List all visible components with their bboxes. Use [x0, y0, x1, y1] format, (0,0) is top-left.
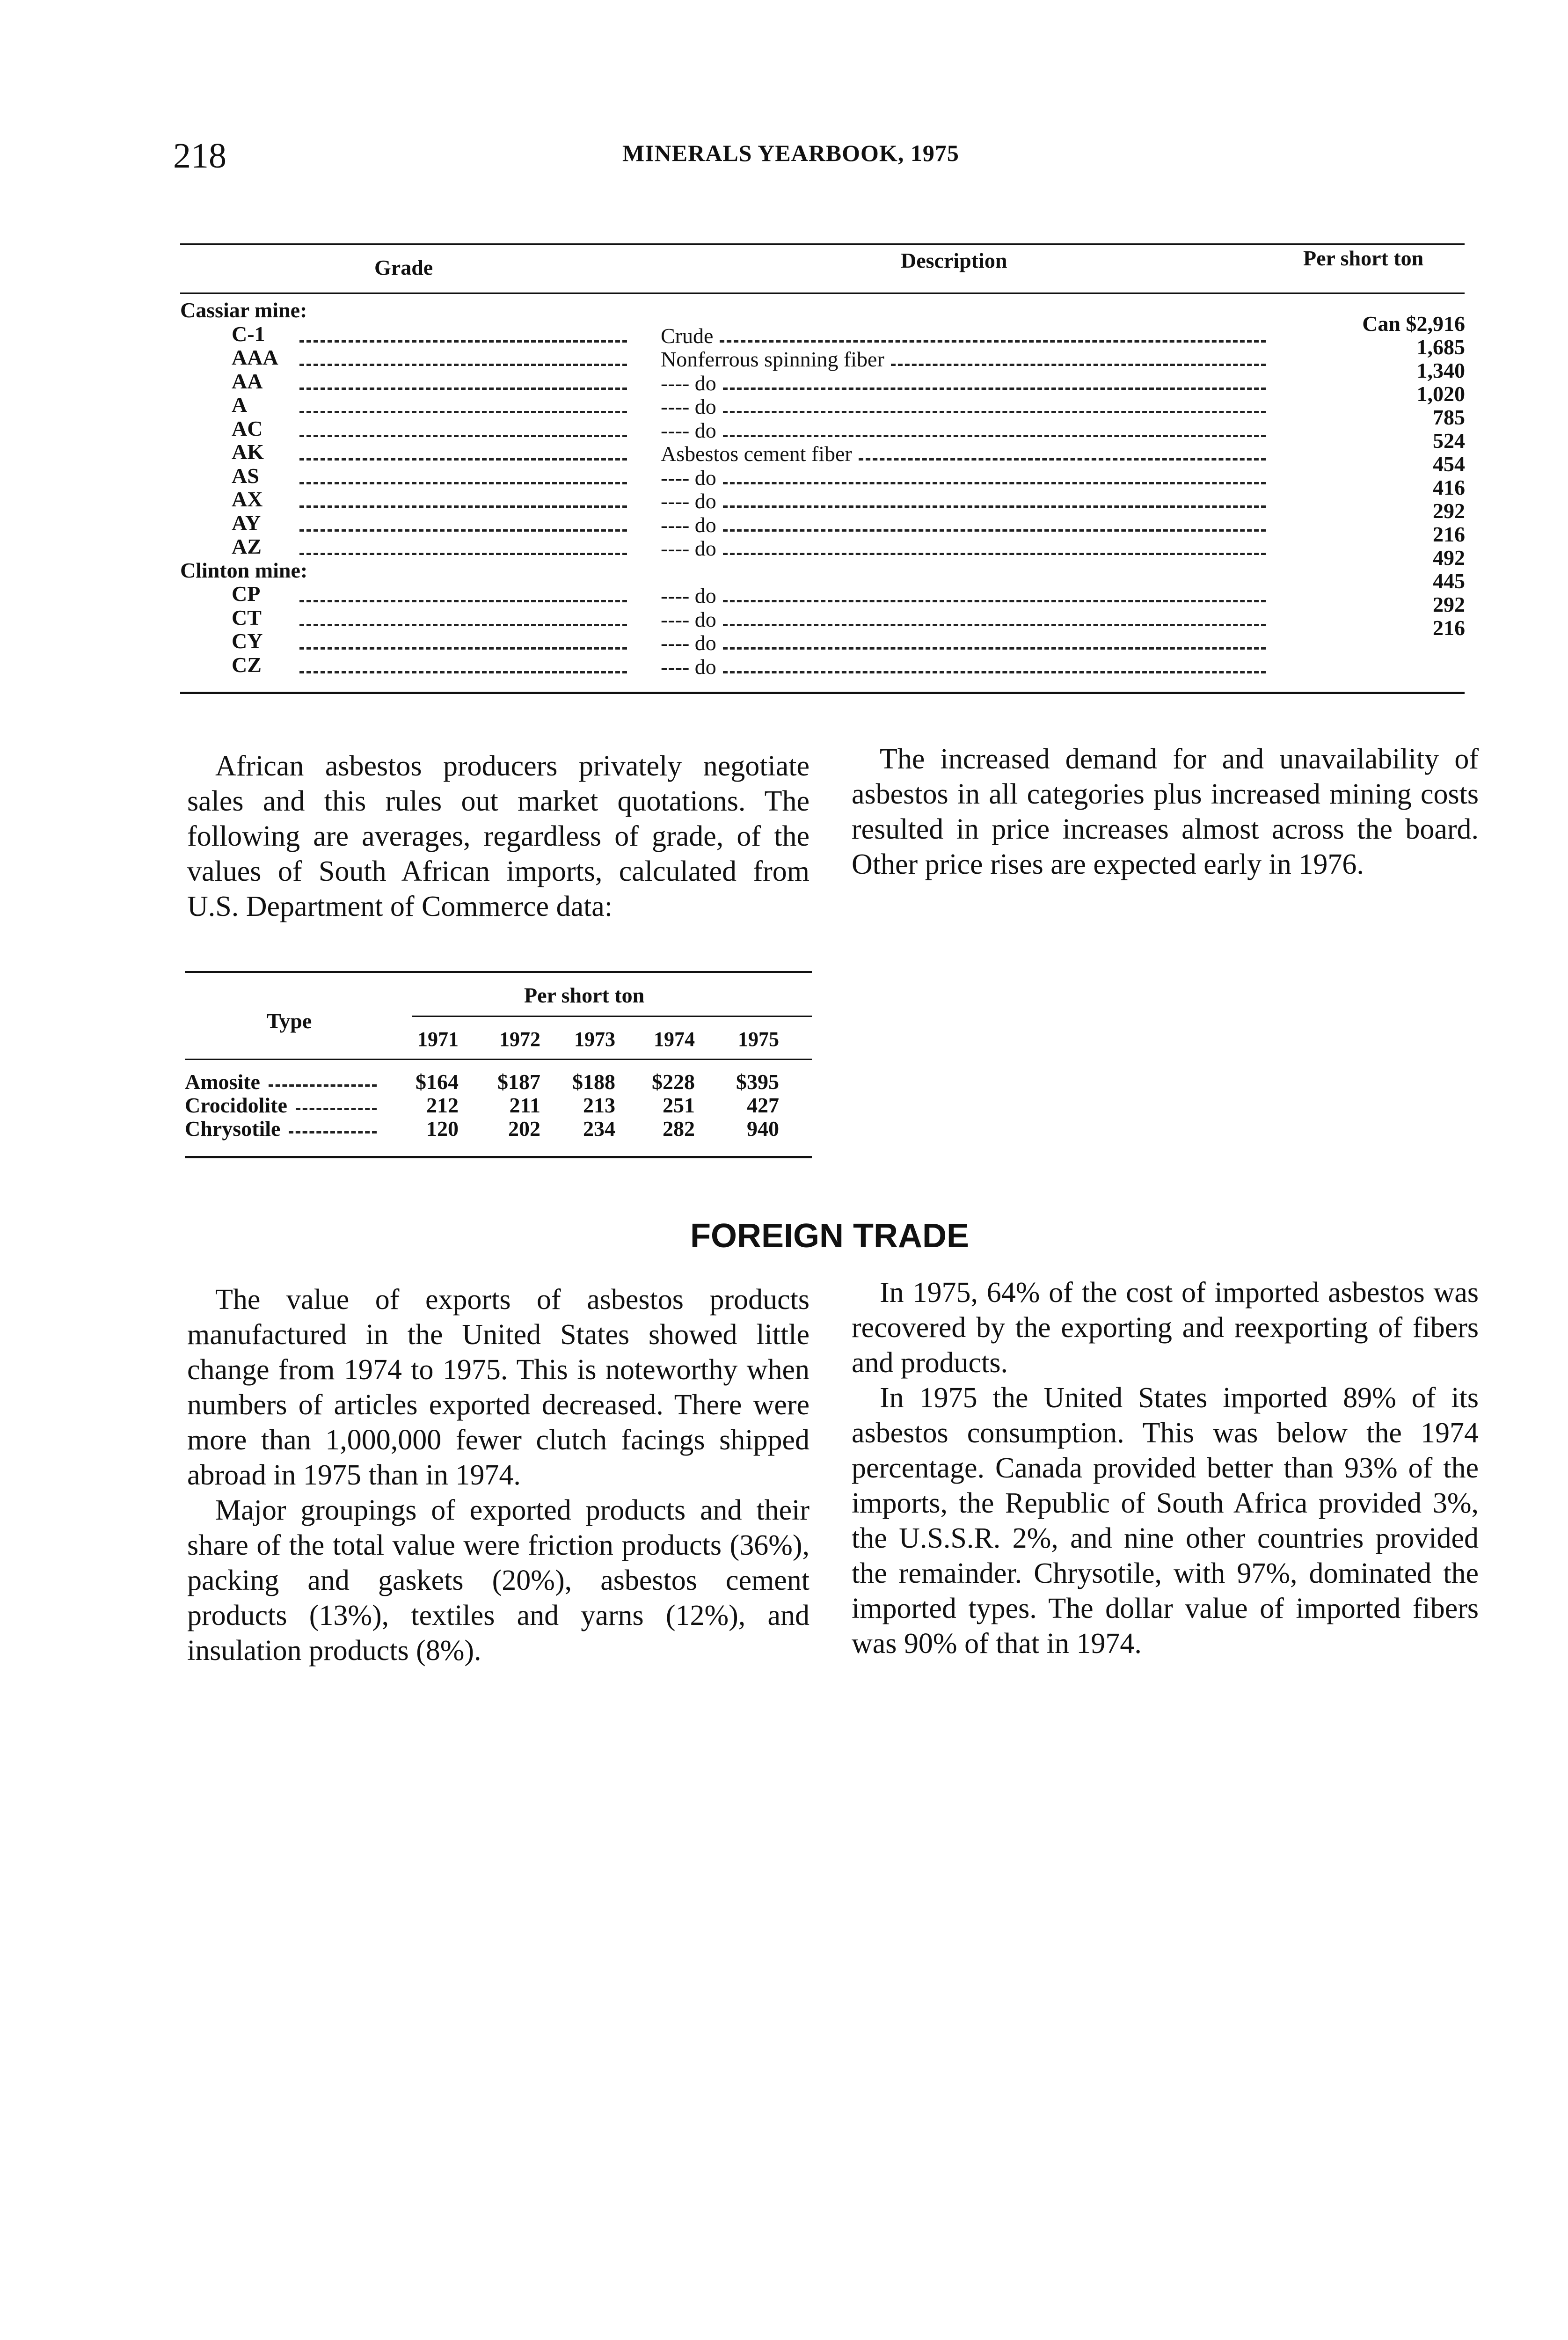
price-per-short-ton: 216: [1433, 522, 1465, 546]
leader-dots: [299, 458, 627, 461]
type-value: 427: [747, 1093, 779, 1117]
ditto-dashes: ----: [661, 655, 695, 679]
description-text: do: [694, 489, 716, 513]
leader-dots: [723, 600, 1266, 602]
leader-dots: [289, 1131, 377, 1133]
grade-code: CY: [232, 629, 263, 653]
description-text: do: [694, 513, 716, 537]
description-text: Asbestos cement fiber: [661, 442, 852, 466]
type-row: [185, 1116, 812, 1139]
leader-dots: [269, 1084, 377, 1087]
mine-label: Clinton mine:: [180, 558, 308, 582]
table-top-rule: [180, 243, 1465, 245]
type-value: $187: [497, 1070, 540, 1094]
ditto-dashes: ----: [661, 513, 695, 537]
ditto-dashes: ----: [661, 536, 695, 560]
leader-dots: [299, 364, 627, 366]
leader-dots: [299, 411, 627, 413]
leader-dots: [723, 435, 1266, 437]
price-per-short-ton: 416: [1433, 475, 1465, 499]
type-table-group-rule: [412, 1016, 812, 1017]
description-text: do: [694, 655, 716, 679]
leader-dots: [720, 340, 1266, 343]
price-per-short-ton: Can $2,916: [1362, 312, 1465, 336]
ditto-dashes: ----: [661, 418, 695, 442]
leader-dots: [299, 600, 627, 602]
paragraph-text: In 1975, 64% of the cost of imported asbestos was recovered by the exporting and reexporting of fibers and products.: [852, 1277, 1479, 1379]
description-text: do: [694, 466, 716, 490]
grade-code: AC: [232, 417, 263, 440]
leader-dots: [299, 553, 627, 555]
description-text: Nonferrous spinning fiber: [661, 347, 884, 371]
paragraph-text: The increased demand for and unavailability of asbestos in all categories plus increased mining costs resulted in price increases almost across the board. Other price rises are expected early in 1976.: [852, 743, 1479, 880]
grade-description: [661, 489, 716, 513]
type-value: $164: [416, 1070, 459, 1094]
description-text: do: [694, 395, 716, 418]
grade-description: [661, 371, 716, 395]
table-bottom-rule: [180, 692, 1465, 694]
year-header: 1975: [738, 1028, 779, 1051]
price-per-short-ton: 524: [1433, 429, 1465, 453]
grade-description: [661, 465, 716, 490]
leader-dots: [299, 647, 627, 650]
grade-description: [661, 347, 884, 372]
leader-dots: [859, 458, 1266, 461]
price-per-short-ton: 454: [1433, 452, 1465, 476]
per-short-ton-header: Per short ton: [1303, 246, 1424, 270]
year-header: 1973: [574, 1028, 615, 1051]
ditto-dashes: ----: [661, 607, 695, 631]
paragraph-south-african-prices: [187, 749, 810, 924]
type-value: $395: [736, 1070, 779, 1094]
type-name: Crocidolite: [185, 1093, 287, 1117]
price-per-short-ton: 1,020: [1416, 382, 1465, 406]
grade-code: CT: [232, 606, 262, 629]
leader-dots: [299, 529, 627, 532]
grade-description: [661, 607, 716, 632]
grade-description: [661, 418, 716, 443]
description-text: do: [694, 631, 716, 655]
type-table-header-rule: [185, 1059, 812, 1060]
type-value: 213: [583, 1093, 615, 1117]
grade-description: [661, 583, 716, 608]
price-per-short-ton: 785: [1433, 405, 1465, 429]
ditto-dashes: ----: [661, 631, 695, 655]
leader-dots: [299, 340, 627, 343]
grade-code: AK: [232, 440, 264, 464]
leader-dots: [723, 647, 1266, 650]
type-value: $188: [572, 1070, 615, 1094]
section-title: FOREIGN TRADE: [690, 1217, 970, 1255]
type-name: Amosite: [185, 1070, 260, 1094]
grade-code: A: [232, 393, 248, 417]
year-header: 1971: [417, 1028, 459, 1051]
grade-code: CZ: [232, 653, 262, 677]
price-per-short-ton: 445: [1433, 569, 1465, 593]
grade-description: [661, 394, 716, 419]
grade-code: AA: [232, 369, 263, 393]
description-text: do: [694, 536, 716, 560]
type-value: 234: [583, 1117, 615, 1141]
price-per-short-ton: 1,685: [1416, 335, 1465, 359]
description-text: do: [694, 607, 716, 631]
paragraph-text: African asbestos producers privately negotiate sales and this rules out market quotations. The following are averages, regardless of grade, of the values of South African imports, calculated from U.S. Department of Commerce data:: [187, 750, 810, 922]
type-value: 202: [508, 1117, 540, 1141]
description-header: Description: [901, 249, 1007, 272]
grade-description: [661, 441, 852, 466]
leader-dots: [723, 505, 1266, 508]
paragraph-text: In 1975 the United States imported 89% of its asbestos consumption. This was below the 1974 percentage. Canada provided better than 93% of the imports, the Republic of South Africa provided 3%, the U.S.S.R. 2%, and nine other countries provided the remainder. Chrysotile, with 97%, dominated the imported types. The dollar value of imported fibers was 90% of that in 1974.: [852, 1382, 1479, 1660]
type-value: 282: [663, 1117, 695, 1141]
year-header: 1974: [654, 1028, 695, 1051]
leader-dots: [299, 388, 627, 390]
leader-dots: [296, 1108, 377, 1110]
ditto-dashes: ----: [661, 395, 695, 418]
leader-dots: [299, 435, 627, 437]
grade-description: [661, 630, 716, 655]
type-row: [185, 1069, 812, 1092]
leader-dots: [299, 671, 627, 673]
grade-description: [661, 536, 716, 561]
type-value: 120: [426, 1117, 459, 1141]
grade-description: [661, 654, 716, 679]
grade-code: AS: [232, 464, 259, 488]
ditto-dashes: ----: [661, 371, 695, 395]
leader-dots: [299, 482, 627, 484]
type-value: 211: [509, 1093, 540, 1117]
paragraph-exports: [187, 1282, 810, 1668]
leader-dots: [723, 553, 1266, 555]
paragraph-text: Major groupings of exported products and their share of the total value were friction products (36%), packing and gaskets (20%), asbestos cement products (13%), textiles and yarns (12%), and insulation products (8%).: [187, 1494, 810, 1667]
grade-code: C-1: [232, 322, 265, 346]
type-header: Type: [267, 1009, 312, 1033]
leader-dots: [891, 364, 1266, 366]
price-per-short-ton: 292: [1433, 499, 1465, 523]
leader-dots: [723, 624, 1266, 626]
description-text: do: [694, 584, 716, 607]
type-table-bottom-rule: [185, 1156, 812, 1158]
type-name: Chrysotile: [185, 1117, 281, 1141]
paragraph-price-increases: [852, 742, 1479, 882]
paragraph-imports: [852, 1275, 1479, 1661]
leader-dots: [299, 505, 627, 508]
leader-dots: [299, 624, 627, 626]
type-value: $228: [652, 1070, 695, 1094]
price-per-short-ton: 292: [1433, 592, 1465, 616]
ditto-dashes: ----: [661, 489, 695, 513]
leader-dots: [723, 411, 1266, 413]
table-header-rule: [180, 292, 1465, 294]
paragraph-text: The value of exports of asbestos products manufactured in the United States showed little change from 1974 to 1975. This is noteworthy when numbers of articles exported decreased. There were more than 1,000,000 fewer clutch facings shipped abroad in 1975 than in 1974.: [187, 1284, 810, 1491]
grade-code: AZ: [232, 534, 262, 558]
leader-dots: [723, 529, 1266, 532]
grade-code: AY: [232, 511, 261, 535]
leader-dots: [723, 482, 1266, 484]
type-table-top-rule: [185, 971, 812, 973]
grade-header: Grade: [374, 256, 433, 279]
description-text: Crude: [661, 324, 714, 348]
ditto-dashes: ----: [661, 466, 695, 490]
leader-dots: [723, 671, 1266, 673]
price-per-short-ton: 216: [1433, 616, 1465, 640]
grade-code: AAA: [232, 345, 278, 369]
type-value: 251: [663, 1093, 695, 1117]
grade-code: AX: [232, 487, 263, 511]
description-text: do: [694, 418, 716, 442]
grade-code: CP: [232, 582, 261, 606]
price-per-short-ton: 492: [1433, 546, 1465, 570]
type-row: [185, 1093, 812, 1115]
leader-dots: [723, 388, 1266, 390]
year-header: 1972: [499, 1028, 540, 1051]
type-value: 212: [426, 1093, 459, 1117]
grade-description: [661, 512, 716, 537]
description-text: do: [694, 371, 716, 395]
page-number: 218: [173, 136, 226, 176]
grade-description: [661, 323, 713, 348]
per-short-ton-group-header: Per short ton: [524, 983, 645, 1007]
ditto-dashes: ----: [661, 584, 695, 607]
running-head: MINERALS YEARBOOK, 1975: [622, 140, 959, 166]
type-value: 940: [747, 1117, 779, 1141]
price-per-short-ton: 1,340: [1416, 358, 1465, 382]
mine-label: Cassiar mine:: [180, 298, 307, 322]
